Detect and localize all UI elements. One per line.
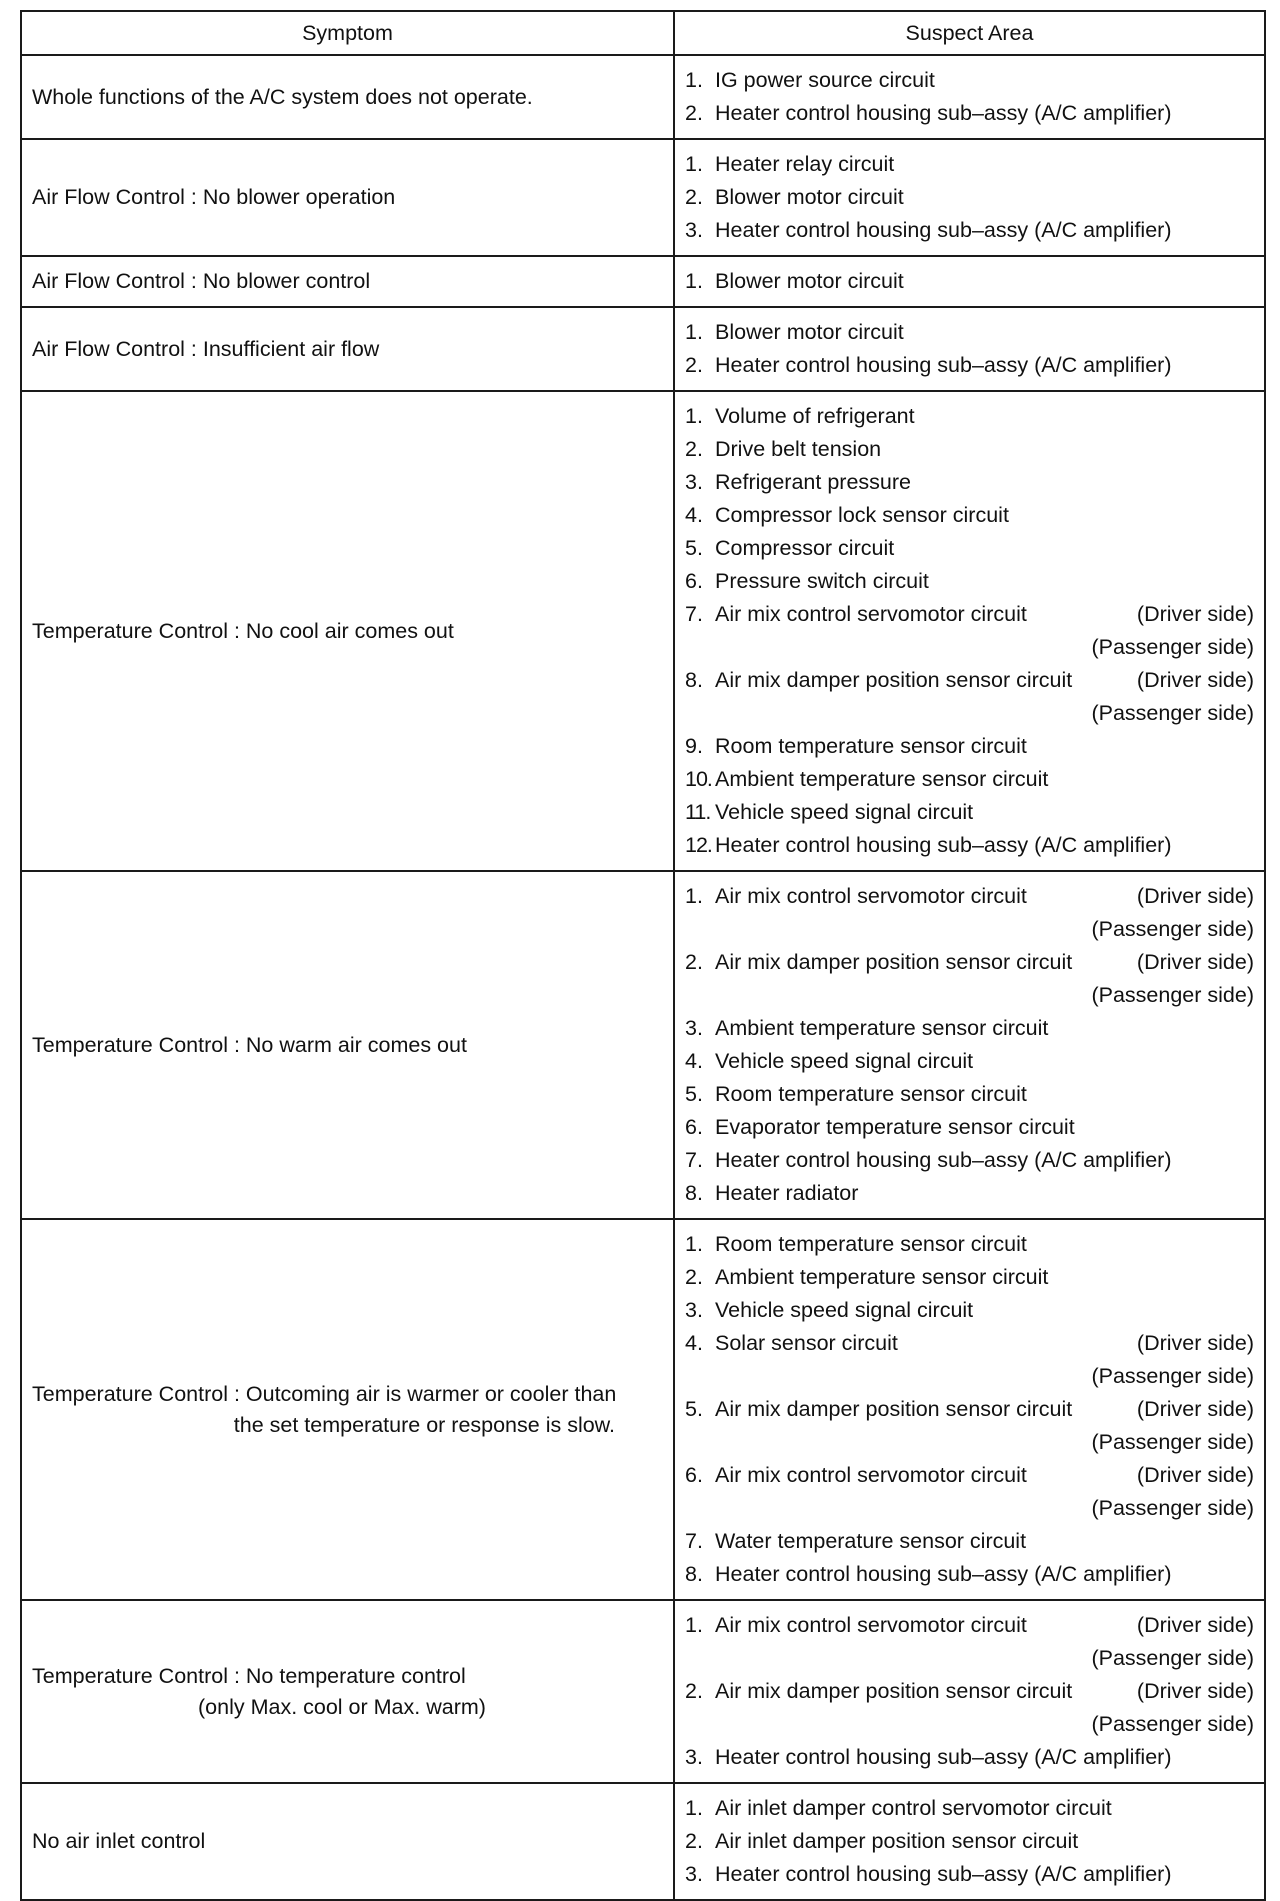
suspect-item <box>685 1393 1254 1426</box>
symptom-cell <box>21 391 674 871</box>
item-number: 2. <box>685 950 703 974</box>
item-number: 2. <box>685 353 703 377</box>
item-number: 3. <box>685 1862 703 1886</box>
item-text: Heater control housing sub–assy (A/C amplifier) <box>715 218 1172 242</box>
item-number: 1. <box>685 68 703 92</box>
item-text: Air mix control servomotor circuit <box>715 1613 1027 1637</box>
suspect-item <box>685 1261 1254 1294</box>
symptom-text: Temperature Control : No temperature control <box>32 1663 466 1688</box>
symptom-cell <box>21 1783 674 1900</box>
suspect-item <box>685 1228 1254 1261</box>
symptom-cell <box>21 1600 674 1783</box>
item-text: Air mix damper position sensor circuit <box>715 668 1073 692</box>
item-text: Air inlet damper position sensor circuit <box>715 1829 1079 1853</box>
suspect-item <box>685 532 1254 565</box>
suspect-item <box>685 664 1254 697</box>
item-number: 4. <box>685 1331 703 1355</box>
item-number: 4. <box>685 1049 703 1073</box>
item-text: Air mix damper position sensor circuit <box>715 1397 1073 1421</box>
suspect-item <box>685 1111 1254 1144</box>
suspect-item <box>685 97 1254 130</box>
suspect-area-header: Suspect Area <box>674 11 1265 55</box>
symptom-text: the set temperature or response is slow. <box>233 1412 615 1437</box>
suspect-area-cell <box>674 1600 1265 1783</box>
item-side-label: (Driver side) <box>1136 668 1254 692</box>
item-number: 5. <box>685 1397 703 1421</box>
item-text: Room temperature sensor circuit <box>715 1232 1027 1256</box>
item-side-label: (Passenger side) <box>1091 917 1254 941</box>
item-number: 1. <box>685 269 703 293</box>
suspect-item <box>685 880 1254 913</box>
suspect-item <box>685 433 1254 466</box>
suspect-item <box>685 1012 1254 1045</box>
table-row <box>21 307 1265 391</box>
item-text: Heater control housing sub–assy (A/C amplifier) <box>715 353 1172 377</box>
item-number: 7. <box>685 602 703 626</box>
item-number: 1. <box>685 320 703 344</box>
suspect-area-cell <box>674 1783 1265 1900</box>
item-text: Refrigerant pressure <box>715 470 911 494</box>
suspect-area-cell <box>674 1219 1265 1600</box>
suspect-item <box>685 1675 1254 1708</box>
suspect-item <box>685 1078 1254 1111</box>
suspect-item <box>685 64 1254 97</box>
suspect-item <box>685 730 1254 763</box>
item-number: 2. <box>685 1265 703 1289</box>
suspect-item <box>685 1825 1254 1858</box>
item-text: Vehicle speed signal circuit <box>715 1298 974 1322</box>
item-number: 3. <box>685 1298 703 1322</box>
item-number: 11. <box>685 800 711 824</box>
symptom-text: Temperature Control : No cool air comes out <box>32 618 454 643</box>
table-row <box>21 1783 1265 1900</box>
item-side-label: (Passenger side) <box>1091 983 1254 1007</box>
suspect-item <box>685 1045 1254 1078</box>
item-number: 1. <box>685 152 703 176</box>
item-number: 5. <box>685 1082 703 1106</box>
item-text: Heater control housing sub–assy (A/C amplifier) <box>715 1862 1172 1886</box>
suspect-item <box>685 796 1254 829</box>
item-text: Air mix control servomotor circuit <box>715 1463 1027 1487</box>
item-text: Ambient temperature sensor circuit <box>715 1265 1049 1289</box>
suspect-item <box>685 316 1254 349</box>
item-number: 8. <box>685 668 703 692</box>
suspect-area-cell <box>674 307 1265 391</box>
item-text: Heater radiator <box>715 1181 859 1205</box>
item-number: 7. <box>685 1529 703 1553</box>
suspect-item <box>685 598 1254 631</box>
item-side-label: (Driver side) <box>1136 1397 1254 1421</box>
item-text: Evaporator temperature sensor circuit <box>715 1115 1075 1139</box>
item-side-label: (Driver side) <box>1136 1331 1254 1355</box>
item-text: Vehicle speed signal circuit <box>715 800 974 824</box>
suspect-item <box>685 1459 1254 1492</box>
item-text: Pressure switch circuit <box>715 569 929 593</box>
symptom-text: Whole functions of the A/C system does not operate. <box>32 84 533 109</box>
suspect-item <box>685 349 1254 382</box>
symptom-text: Air Flow Control : No blower control <box>32 269 371 293</box>
item-text: Compressor circuit <box>715 536 895 560</box>
item-text: Heater control housing sub–assy (A/C amplifier) <box>715 833 1172 857</box>
symptom-cell <box>21 139 674 256</box>
suspect-area-cell <box>674 139 1265 256</box>
item-side-label: (Driver side) <box>1136 1679 1254 1703</box>
item-side-label: (Driver side) <box>1136 602 1254 626</box>
suspect-area-cell <box>674 391 1265 871</box>
suspect-area-cell <box>674 256 1265 307</box>
symptom-cell <box>21 307 674 391</box>
item-number: 2. <box>685 1829 703 1853</box>
item-number: 6. <box>685 569 703 593</box>
item-number: 10. <box>685 767 712 791</box>
item-text: Heater control housing sub–assy (A/C amplifier) <box>715 1148 1172 1172</box>
item-number: 6. <box>685 1115 703 1139</box>
symptom-text: (only Max. cool or Max. warm) <box>198 1694 486 1719</box>
suspect-item <box>685 829 1254 862</box>
item-side-label: (Passenger side) <box>1091 701 1254 725</box>
symptom-header: Symptom <box>21 11 674 55</box>
item-text: Ambient temperature sensor circuit <box>715 767 1049 791</box>
item-number: 3. <box>685 1016 703 1040</box>
item-number: 7. <box>685 1148 703 1172</box>
item-text: Blower motor circuit <box>715 320 904 344</box>
item-number: 2. <box>685 101 703 125</box>
suspect-item <box>685 181 1254 214</box>
suspect-item <box>685 499 1254 532</box>
symptom-cell <box>21 1219 674 1600</box>
symptom-text: Air Flow Control : No blower operation <box>32 185 396 209</box>
item-text: Air inlet damper control servomotor circuit <box>715 1796 1112 1820</box>
suspect-item <box>685 1294 1254 1327</box>
suspect-item <box>685 1792 1254 1825</box>
suspect-item <box>685 400 1254 433</box>
suspect-item <box>685 1741 1254 1774</box>
item-number: 5. <box>685 536 703 560</box>
item-number: 3. <box>685 218 703 242</box>
table-row <box>21 871 1265 1219</box>
problem-symptoms-table <box>20 10 1266 1901</box>
item-side-label: (Passenger side) <box>1091 1364 1254 1388</box>
item-text: Room temperature sensor circuit <box>715 1082 1027 1106</box>
item-number: 1. <box>685 404 703 428</box>
table-row <box>21 391 1265 871</box>
item-number: 9. <box>685 734 703 758</box>
item-side-label: (Passenger side) <box>1091 1496 1254 1520</box>
suspect-item <box>685 1327 1254 1360</box>
suspect-item <box>685 214 1254 247</box>
item-number: 1. <box>685 884 703 908</box>
symptom-text: Temperature Control : No warm air comes out <box>32 1032 467 1057</box>
item-text: Room temperature sensor circuit <box>715 734 1027 758</box>
item-number: 3. <box>685 1745 703 1769</box>
item-text: IG power source circuit <box>715 68 935 92</box>
item-number: 3. <box>685 470 703 494</box>
item-side-label: (Driver side) <box>1136 884 1254 908</box>
symptom-cell <box>21 871 674 1219</box>
suspect-item <box>685 1144 1254 1177</box>
item-text: Heater control housing sub–assy (A/C amplifier) <box>715 101 1172 125</box>
suspect-area-cell <box>674 55 1265 139</box>
item-text: Water temperature sensor circuit <box>715 1529 1027 1553</box>
item-text: Heater control housing sub–assy (A/C amplifier) <box>715 1562 1172 1586</box>
header-row <box>21 11 1265 55</box>
suspect-area-cell <box>674 871 1265 1219</box>
item-side-label: (Passenger side) <box>1091 1430 1254 1454</box>
suspect-item <box>685 1858 1254 1891</box>
item-text: Air mix damper position sensor circuit <box>715 1679 1073 1703</box>
item-number: 1. <box>685 1232 703 1256</box>
item-number: 8. <box>685 1181 703 1205</box>
item-number: 2. <box>685 185 703 209</box>
item-side-label: (Driver side) <box>1136 950 1254 974</box>
table-row <box>21 55 1265 139</box>
suspect-item <box>685 1177 1254 1210</box>
item-text: Heater relay circuit <box>715 152 895 176</box>
table-row <box>21 256 1265 307</box>
item-number: 2. <box>685 1679 703 1703</box>
table-body <box>21 55 1265 1900</box>
item-text: Air mix control servomotor circuit <box>715 602 1027 626</box>
suspect-item <box>685 466 1254 499</box>
suspect-item <box>685 1525 1254 1558</box>
item-text: Heater control housing sub–assy (A/C amplifier) <box>715 1745 1172 1769</box>
item-text: Blower motor circuit <box>715 185 904 209</box>
item-text: Air mix control servomotor circuit <box>715 884 1027 908</box>
symptom-text: No air inlet control <box>32 1829 206 1853</box>
suspect-item <box>685 1609 1254 1642</box>
symptom-cell <box>21 55 674 139</box>
item-number: 8. <box>685 1562 703 1586</box>
item-text: Volume of refrigerant <box>715 404 915 428</box>
item-number: 4. <box>685 503 703 527</box>
item-side-label: (Driver side) <box>1136 1613 1254 1637</box>
item-text: Air mix damper position sensor circuit <box>715 950 1073 974</box>
symptom-cell <box>21 256 674 307</box>
suspect-item <box>685 946 1254 979</box>
item-side-label: (Passenger side) <box>1091 1712 1254 1736</box>
item-number: 1. <box>685 1796 703 1820</box>
item-side-label: (Passenger side) <box>1091 635 1254 659</box>
item-number: 2. <box>685 437 703 461</box>
item-number: 1. <box>685 1613 703 1637</box>
item-number: 12. <box>685 833 712 857</box>
suspect-item <box>685 565 1254 598</box>
suspect-item <box>685 265 1254 298</box>
item-number: 6. <box>685 1463 703 1487</box>
item-text: Compressor lock sensor circuit <box>715 503 1009 527</box>
suspect-item <box>685 1558 1254 1591</box>
suspect-item <box>685 148 1254 181</box>
table-row <box>21 1219 1265 1600</box>
item-text: Drive belt tension <box>715 437 882 461</box>
symptom-text: Temperature Control : Outcoming air is warmer or cooler than <box>32 1381 617 1406</box>
item-side-label: (Passenger side) <box>1091 1646 1254 1670</box>
item-text: Ambient temperature sensor circuit <box>715 1016 1049 1040</box>
symptom-text: Air Flow Control : Insufficient air flow <box>32 336 380 361</box>
suspect-item <box>685 763 1254 796</box>
table-row <box>21 139 1265 256</box>
item-text: Vehicle speed signal circuit <box>715 1049 974 1073</box>
item-side-label: (Driver side) <box>1136 1463 1254 1487</box>
item-text: Solar sensor circuit <box>715 1331 898 1355</box>
table-row <box>21 1600 1265 1783</box>
item-text: Blower motor circuit <box>715 269 904 293</box>
